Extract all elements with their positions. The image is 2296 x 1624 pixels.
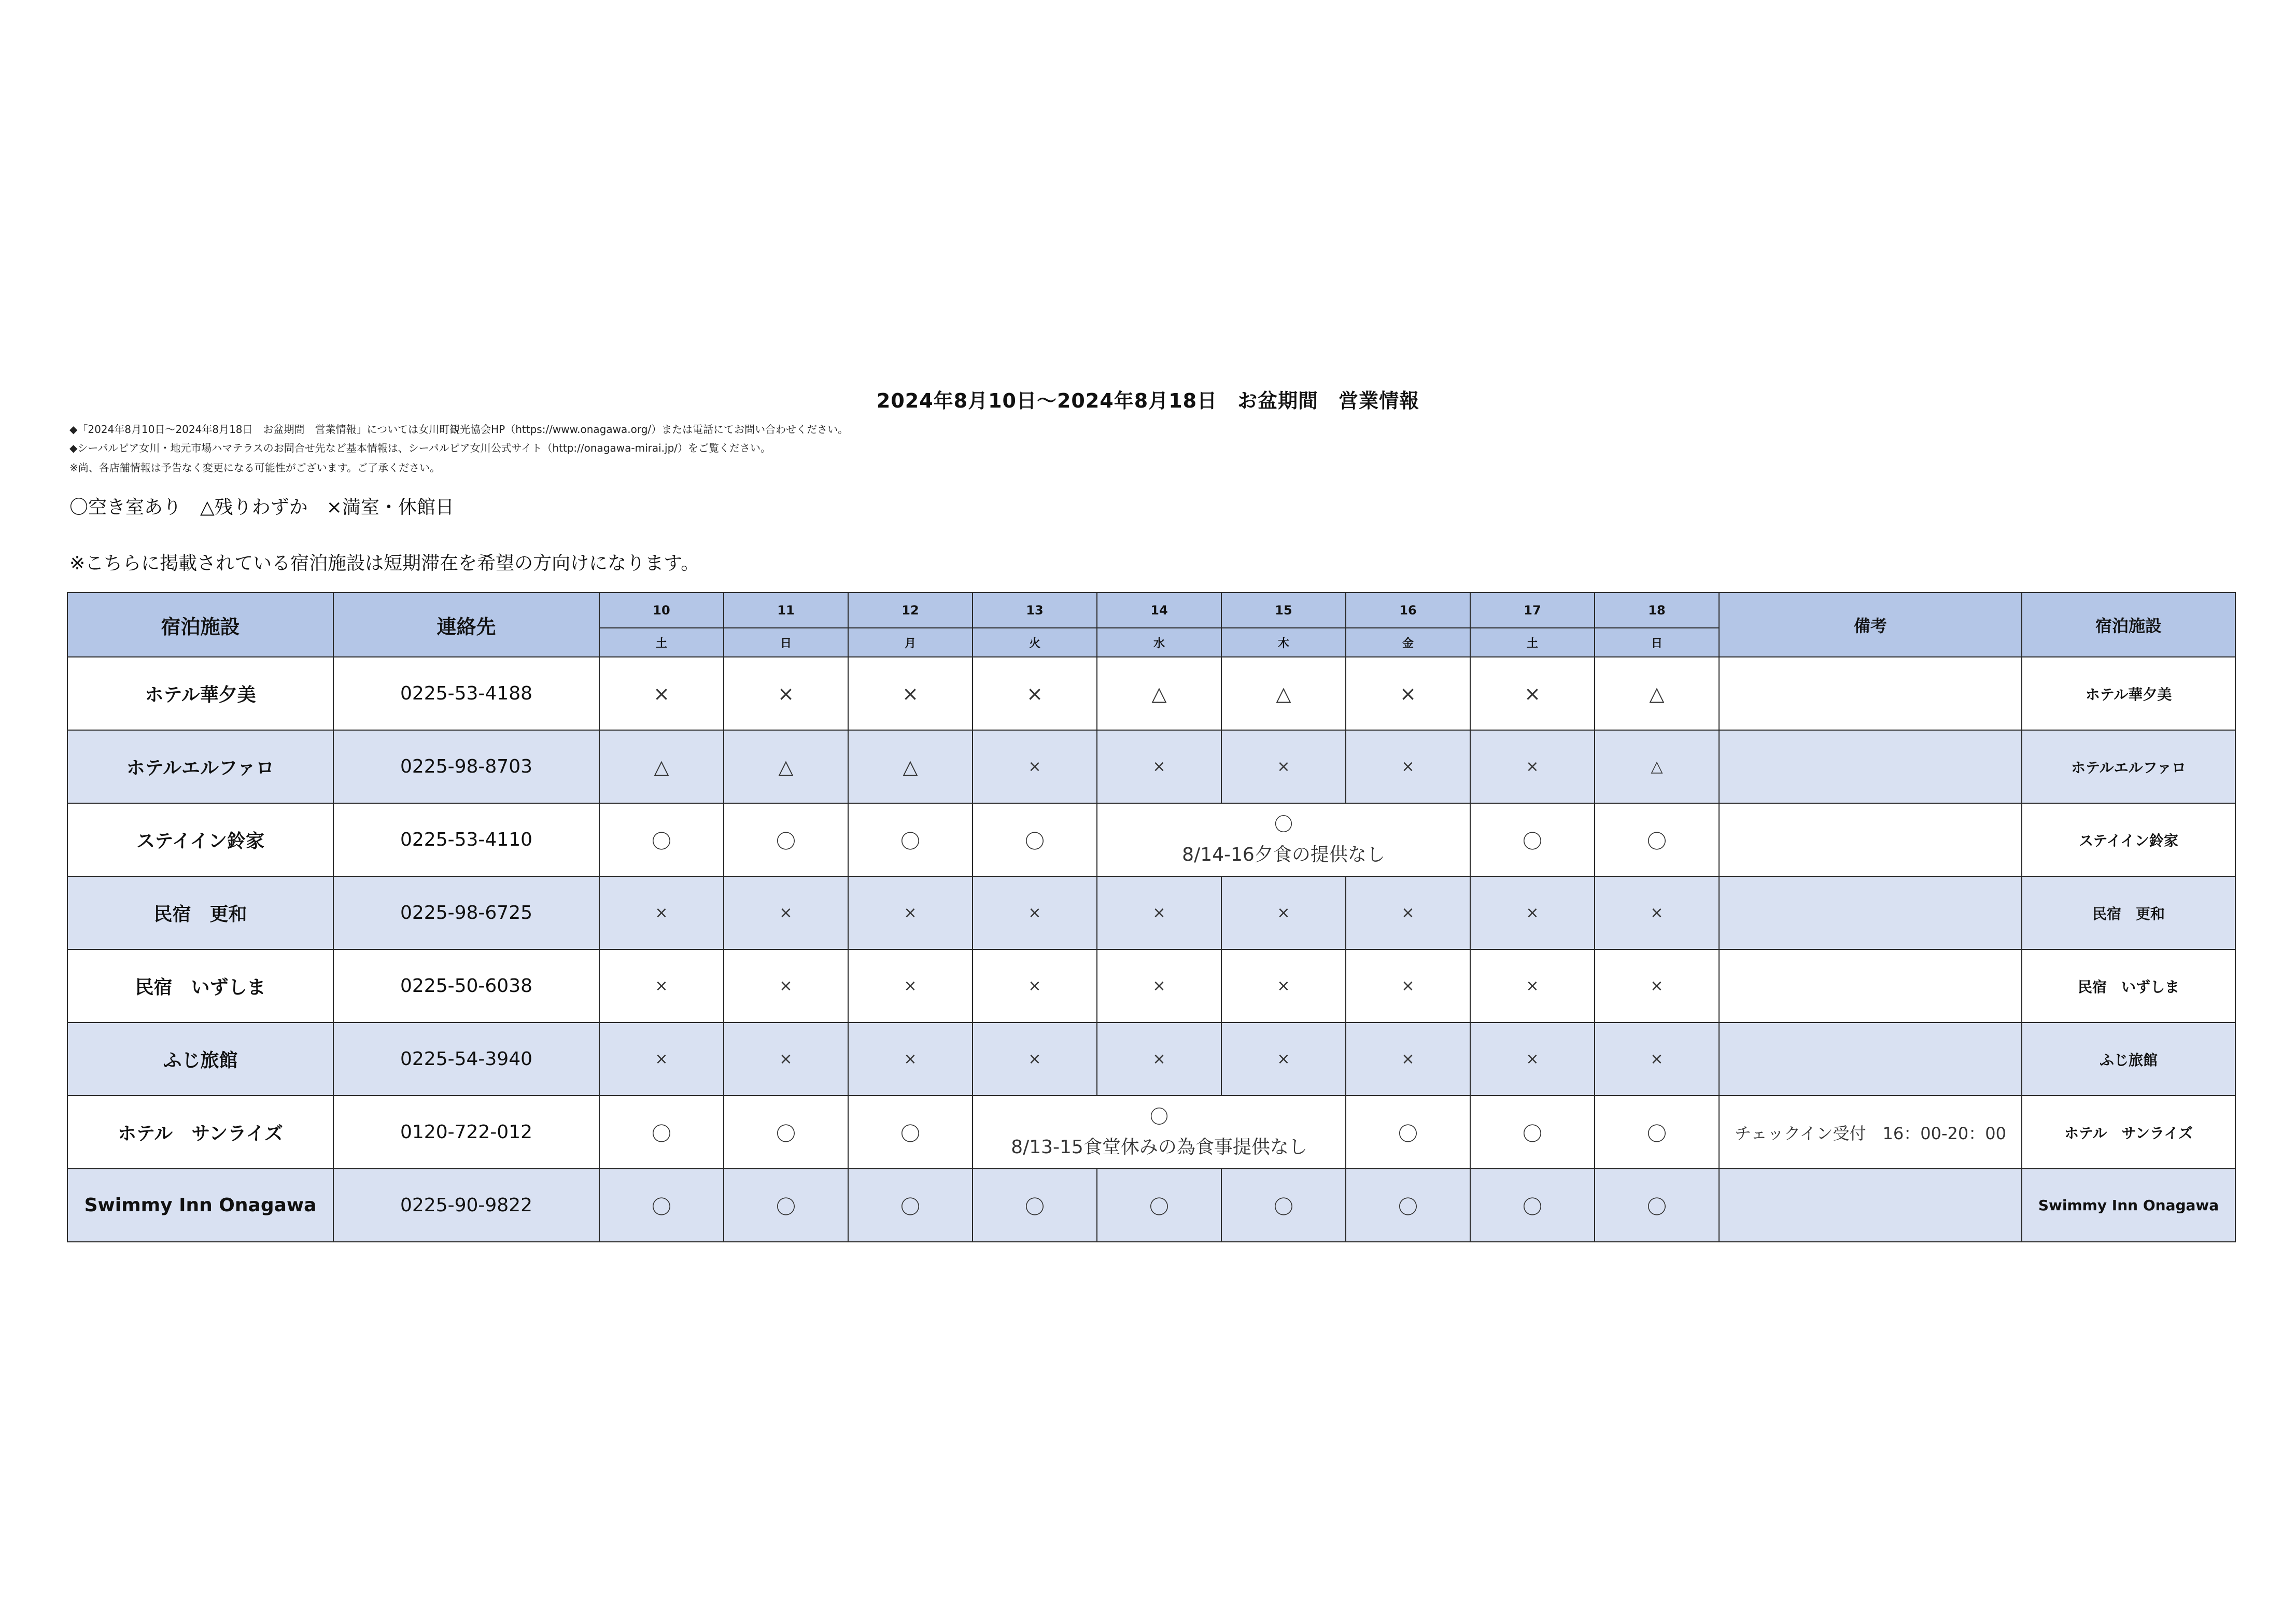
- availability-table: [67, 592, 2236, 1242]
- availability-mark: ×: [848, 1023, 973, 1096]
- table-row: [67, 876, 2235, 949]
- table-row: [67, 1169, 2235, 1242]
- availability-mark: 〇: [599, 1096, 724, 1169]
- availability-mark: ×: [1221, 730, 1346, 803]
- table-row: [67, 949, 2235, 1023]
- merged-availability-cell: [1097, 803, 1470, 876]
- table-row: [67, 657, 2235, 730]
- facility-name-right: ステイイン鈴家: [2022, 803, 2235, 876]
- header-day: 13: [973, 593, 1097, 628]
- availability-mark: ×: [1470, 876, 1595, 949]
- availability-mark: ×: [599, 657, 724, 730]
- info-note: ◆「2024年8月10日～2024年8月18日 お盆期間 営業情報」については女川町観光協会HP（https://www.onagawa.org/）または電話にてお問い合わせください。: [69, 423, 849, 436]
- availability-mark: △: [599, 730, 724, 803]
- availability-mark: 〇: [1595, 1096, 1719, 1169]
- page-title: 2024年8月10日～2024年8月18日 お盆期間 営業情報: [876, 389, 1420, 412]
- availability-mark: ×: [1470, 730, 1595, 803]
- availability-mark: △: [848, 730, 973, 803]
- remarks-cell: [1719, 657, 2022, 730]
- facility-name: Swimmy Inn Onagawa: [67, 1169, 333, 1242]
- header-day: 12: [848, 593, 973, 628]
- table-row: [67, 1096, 2235, 1169]
- availability-mark: ×: [1097, 1023, 1221, 1096]
- availability-mark: 〇: [848, 1169, 973, 1242]
- availability-mark: ×: [1595, 1023, 1719, 1096]
- availability-mark: 〇: [724, 1169, 848, 1242]
- availability-mark: 〇: [724, 1096, 848, 1169]
- availability-mark: 〇: [1595, 1169, 1719, 1242]
- availability-mark: 〇: [973, 1169, 1097, 1242]
- availability-mark: ×: [973, 730, 1097, 803]
- merged-availability-cell: [973, 1096, 1346, 1169]
- remarks-cell: [1719, 1169, 2022, 1242]
- availability-mark: △: [724, 730, 848, 803]
- header-weekday: 日: [724, 628, 848, 657]
- availability-mark: ×: [724, 876, 848, 949]
- availability-mark: ×: [1346, 657, 1470, 730]
- facility-name-right: ホテルエルファロ: [2022, 730, 2235, 803]
- availability-mark: ×: [599, 949, 724, 1023]
- header-day: 14: [1097, 593, 1221, 628]
- info-note: ※尚、各店舗情報は予告なく変更になる可能性がございます。ご了承ください。: [69, 461, 441, 474]
- availability-mark: ×: [724, 949, 848, 1023]
- header-weekday: 金: [1346, 628, 1470, 657]
- header-contact: 連絡先: [333, 593, 599, 657]
- header-weekday: 土: [599, 628, 724, 657]
- header-day: 17: [1470, 593, 1595, 628]
- header-facility: 宿泊施設: [67, 593, 333, 657]
- availability-mark: ×: [599, 876, 724, 949]
- availability-mark: △: [1097, 657, 1221, 730]
- phone-number: 0225-98-8703: [333, 730, 599, 803]
- availability-mark: ×: [1346, 1023, 1470, 1096]
- short-stay-note: ※こちらに掲載されている宿泊施設は短期滞在を希望の方向けになります。: [69, 553, 700, 574]
- availability-note: 8/14-16夕食の提供なし: [1182, 844, 1385, 865]
- header-remarks: 備考: [1719, 593, 2022, 657]
- header-day: 10: [599, 593, 724, 628]
- header-day: 16: [1346, 593, 1470, 628]
- facility-name: 民宿 いずしま: [67, 949, 333, 1023]
- availability-mark: ×: [724, 1023, 848, 1096]
- facility-name: ホテルエルファロ: [67, 730, 333, 803]
- remarks-cell: チェックイン受付 16：00-20：00: [1719, 1096, 2022, 1169]
- availability-mark: ×: [724, 657, 848, 730]
- header-day: 11: [724, 593, 848, 628]
- phone-number: 0225-53-4188: [333, 657, 599, 730]
- availability-mark: 〇: [724, 803, 848, 876]
- phone-number: 0225-53-4110: [333, 803, 599, 876]
- table-row: [67, 803, 2235, 876]
- availability-mark: ×: [1097, 949, 1221, 1023]
- availability-mark: ×: [973, 657, 1097, 730]
- facility-name-right: ホテル華夕美: [2022, 657, 2235, 730]
- availability-mark: △: [1221, 657, 1346, 730]
- phone-number: 0225-54-3940: [333, 1023, 599, 1096]
- availability-mark: ×: [1595, 949, 1719, 1023]
- header-weekday: 木: [1221, 628, 1346, 657]
- availability-mark: 〇: [848, 1096, 973, 1169]
- availability-mark: ×: [1221, 876, 1346, 949]
- remarks-cell: [1719, 730, 2022, 803]
- availability-mark: 〇: [1149, 1106, 1168, 1128]
- availability-mark: ×: [1470, 949, 1595, 1023]
- availability-mark: ×: [1097, 876, 1221, 949]
- phone-number: 0225-50-6038: [333, 949, 599, 1023]
- availability-mark: ×: [1595, 876, 1719, 949]
- remarks-cell: [1719, 803, 2022, 876]
- availability-mark: ×: [973, 1023, 1097, 1096]
- header-day: 15: [1221, 593, 1346, 628]
- availability-mark: △: [1595, 657, 1719, 730]
- facility-name: 民宿 更和: [67, 876, 333, 949]
- availability-mark: ×: [973, 876, 1097, 949]
- availability-mark: ×: [973, 949, 1097, 1023]
- availability-mark: 〇: [1221, 1169, 1346, 1242]
- availability-mark: ×: [1346, 949, 1470, 1023]
- availability-legend: 〇空き室あり △残りわずか ×満室・休館日: [69, 497, 454, 518]
- availability-mark: 〇: [1097, 1169, 1221, 1242]
- header-weekday: 火: [973, 628, 1097, 657]
- availability-mark: ×: [1221, 1023, 1346, 1096]
- header-facility-right: 宿泊施設: [2022, 593, 2235, 657]
- availability-mark: 〇: [1470, 1169, 1595, 1242]
- header-weekday: 月: [848, 628, 973, 657]
- availability-mark: ×: [1470, 657, 1595, 730]
- facility-name-right: 民宿 いずしま: [2022, 949, 2235, 1023]
- header-weekday: 土: [1470, 628, 1595, 657]
- availability-mark: ×: [1470, 1023, 1595, 1096]
- availability-mark: ×: [1346, 876, 1470, 949]
- facility-name: ホテル華夕美: [67, 657, 333, 730]
- availability-mark: 〇: [973, 803, 1097, 876]
- availability-mark: 〇: [848, 803, 973, 876]
- availability-mark: 〇: [599, 1169, 724, 1242]
- availability-mark: △: [1595, 730, 1719, 803]
- availability-mark: ×: [1346, 730, 1470, 803]
- availability-mark: 〇: [1346, 1169, 1470, 1242]
- table-row: [67, 1023, 2235, 1096]
- availability-note: 8/13-15食堂休みの為食事提供なし: [1011, 1136, 1307, 1158]
- info-note: ◆シーパルピア女川・地元市場ハマテラスのお問合せ先など基本情報は、シーパルピア女川公式サイト（http://onagawa-mirai.jp/）をご覧ください。: [69, 442, 771, 454]
- phone-number: 0225-98-6725: [333, 876, 599, 949]
- remarks-cell: [1719, 876, 2022, 949]
- table-row: [67, 730, 2235, 803]
- availability-mark: ×: [1221, 949, 1346, 1023]
- remarks-cell: [1719, 1023, 2022, 1096]
- facility-name-right: ホテル サンライズ: [2022, 1096, 2235, 1169]
- header-weekday: 日: [1595, 628, 1719, 657]
- availability-mark: ×: [599, 1023, 724, 1096]
- facility-name-right: 民宿 更和: [2022, 876, 2235, 949]
- phone-number: 0120-722-012: [333, 1096, 599, 1169]
- availability-mark: 〇: [1470, 803, 1595, 876]
- facility-name: ステイイン鈴家: [67, 803, 333, 876]
- header-weekday: 水: [1097, 628, 1221, 657]
- facility-name: ホテル サンライズ: [67, 1096, 333, 1169]
- availability-mark: 〇: [1595, 803, 1719, 876]
- remarks-cell: [1719, 949, 2022, 1023]
- header-day: 18: [1595, 593, 1719, 628]
- availability-mark: ×: [848, 876, 973, 949]
- availability-mark: 〇: [1274, 814, 1293, 835]
- availability-mark: ×: [848, 949, 973, 1023]
- availability-mark: 〇: [599, 803, 724, 876]
- availability-mark: ×: [1097, 730, 1221, 803]
- phone-number: 0225-90-9822: [333, 1169, 599, 1242]
- facility-name-right: Swimmy Inn Onagawa: [2022, 1169, 2235, 1242]
- facility-name-right: ふじ旅館: [2022, 1023, 2235, 1096]
- availability-mark: 〇: [1346, 1096, 1470, 1169]
- facility-name: ふじ旅館: [67, 1023, 333, 1096]
- availability-mark: ×: [848, 657, 973, 730]
- availability-mark: 〇: [1470, 1096, 1595, 1169]
